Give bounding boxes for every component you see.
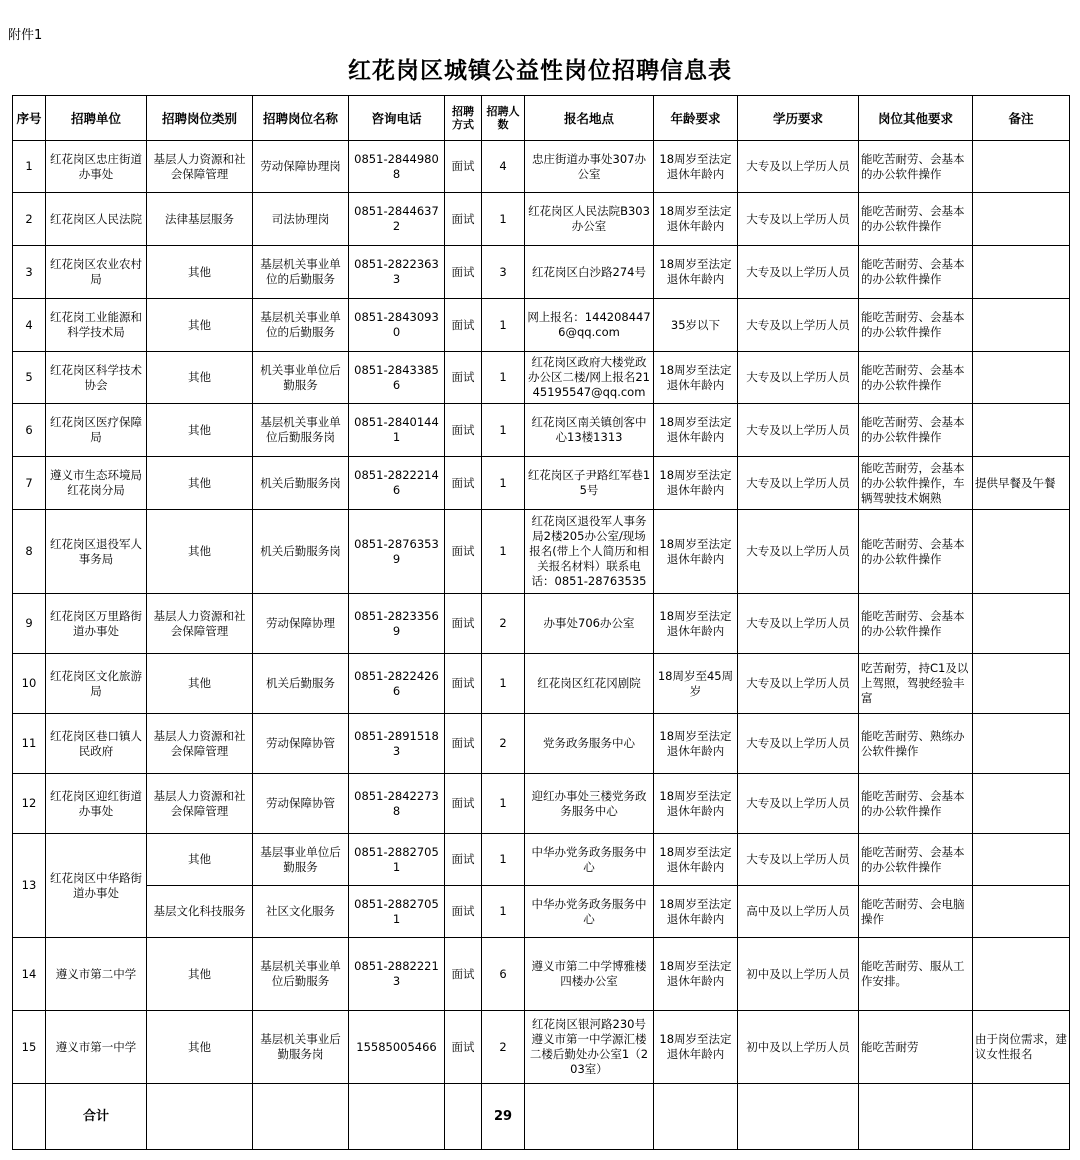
header-unit: 招聘单位 [46,96,147,141]
cell-unit: 红花岗区中华路街道办事处 [46,834,147,938]
cell-age: 18周岁至法定退休年龄内 [654,193,738,246]
header-age: 年龄要求 [654,96,738,141]
cell-count: 1 [482,193,525,246]
cell-position: 机关后勤服务 [253,654,349,714]
cell-phone: 0851-28222146 [349,457,445,510]
cell-no: 3 [13,246,46,299]
cell-place: 忠庄街道办事处307办公室 [525,141,654,193]
cell-count: 1 [482,352,525,404]
cell-category: 基层人力资源和社会保障管理 [147,774,253,834]
table-row [13,714,1070,774]
cell-age: 18周岁至法定退休年龄内 [654,938,738,1011]
cell-note [973,141,1070,193]
cell-note [973,834,1070,886]
cell-other: 能吃苦耐劳 [859,1011,973,1084]
cell-note [973,886,1070,938]
header-place: 报名地点 [525,96,654,141]
cell-phone: 0851-28763539 [349,510,445,594]
total-label: 合计 [46,1084,147,1150]
total-empty [738,1084,859,1150]
cell-place: 遵义市第二中学博雅楼四楼办公室 [525,938,654,1011]
cell-edu: 大专及以上学历人员 [738,654,859,714]
cell-no: 10 [13,654,46,714]
cell-note [973,938,1070,1011]
cell-edu: 大专及以上学历人员 [738,404,859,457]
cell-category: 其他 [147,246,253,299]
cell-age: 18周岁至45周岁 [654,654,738,714]
cell-position: 劳动保障协理 [253,594,349,654]
cell-position: 劳动保障协理岗 [253,141,349,193]
table-row [13,457,1070,510]
cell-phone: 0851-28446372 [349,193,445,246]
cell-phone: 0851-28827051 [349,834,445,886]
cell-age: 18周岁至法定退休年龄内 [654,404,738,457]
header-count: 招聘人数 [482,96,525,141]
cell-unit: 遵义市第二中学 [46,938,147,1011]
cell-place: 红花岗区银河路230号遵义市第一中学源汇楼二楼后勤处办公室1（203室） [525,1011,654,1084]
cell-edu: 大专及以上学历人员 [738,714,859,774]
cell-note [973,714,1070,774]
cell-edu: 大专及以上学历人员 [738,594,859,654]
cell-category: 其他 [147,404,253,457]
cell-unit: 红花岗区农业农村局 [46,246,147,299]
total-count: 29 [482,1084,525,1150]
cell-count: 2 [482,714,525,774]
cell-no: 8 [13,510,46,594]
cell-edu: 大专及以上学历人员 [738,352,859,404]
cell-unit: 红花岗区忠庄街道办事处 [46,141,147,193]
cell-age: 18周岁至法定退休年龄内 [654,774,738,834]
cell-note: 提供早餐及午餐 [973,457,1070,510]
cell-phone: 0851-28822213 [349,938,445,1011]
cell-other: 能吃苦耐劳、会基本的办公软件操作 [859,774,973,834]
cell-other: 能吃苦耐劳、会基本的办公软件操作 [859,594,973,654]
cell-phone: 0851-28449808 [349,141,445,193]
cell-other: 能吃苦耐劳、会基本的办公软件操作 [859,246,973,299]
cell-edu: 初中及以上学历人员 [738,938,859,1011]
table-row [13,141,1070,193]
cell-category: 基层人力资源和社会保障管理 [147,594,253,654]
cell-place: 红花岗区退役军人事务局2楼205办公室/现场报名(带上个人简历和相关报名材料）联系电话：0851-28763535 [525,510,654,594]
cell-category: 其他 [147,457,253,510]
total-empty [445,1084,482,1150]
cell-edu: 大专及以上学历人员 [738,834,859,886]
cell-edu: 大专及以上学历人员 [738,141,859,193]
cell-age: 18周岁至法定退休年龄内 [654,1011,738,1084]
cell-other: 能吃苦耐劳、会基本的办公软件操作 [859,299,973,352]
cell-method: 面试 [445,510,482,594]
cell-method: 面试 [445,246,482,299]
cell-other: 能吃苦耐劳、会基本的办公软件操作 [859,193,973,246]
cell-method: 面试 [445,714,482,774]
cell-no: 2 [13,193,46,246]
cell-place: 红花岗区南关镇创客中心13楼1313 [525,404,654,457]
cell-other: 能吃苦耐劳，会基本的办公软件操作，车辆驾驶技术娴熟 [859,457,973,510]
cell-count: 1 [482,457,525,510]
header-position: 招聘岗位名称 [253,96,349,141]
cell-phone: 0851-28827051 [349,886,445,938]
cell-category: 其他 [147,352,253,404]
total-empty [973,1084,1070,1150]
cell-method: 面试 [445,1011,482,1084]
header-other: 岗位其他要求 [859,96,973,141]
cell-category: 其他 [147,938,253,1011]
cell-position: 基层机关事业单位的后勤服务 [253,246,349,299]
cell-edu: 初中及以上学历人员 [738,1011,859,1084]
cell-note [973,404,1070,457]
cell-place: 中华办党务政务服务中心 [525,886,654,938]
cell-method: 面试 [445,594,482,654]
cell-count: 1 [482,774,525,834]
cell-place: 党务政务服务中心 [525,714,654,774]
cell-method: 面试 [445,834,482,886]
cell-method: 面试 [445,193,482,246]
cell-place: 红花岗区子尹路红军巷15号 [525,457,654,510]
total-empty [349,1084,445,1150]
cell-unit: 红花岗区文化旅游局 [46,654,147,714]
header-row [13,96,1070,141]
cell-other: 吃苦耐劳，持C1及以上驾照，驾驶经验丰富 [859,654,973,714]
header-method: 招聘方式 [445,96,482,141]
table-row [13,404,1070,457]
cell-position: 基层事业单位后勤服务 [253,834,349,886]
total-empty [654,1084,738,1150]
cell-category: 基层文化科技服务 [147,886,253,938]
cell-unit: 红花岗区巷口镇人民政府 [46,714,147,774]
cell-age: 18周岁至法定退休年龄内 [654,352,738,404]
cell-phone: 0851-28233569 [349,594,445,654]
cell-other: 能吃苦耐劳、会基本的办公软件操作 [859,510,973,594]
cell-method: 面试 [445,938,482,1011]
cell-phone: 0851-28223633 [349,246,445,299]
cell-age: 18周岁至法定退休年龄内 [654,594,738,654]
total-empty [859,1084,973,1150]
cell-age: 18周岁至法定退休年龄内 [654,886,738,938]
cell-position: 基层机关事业单位后勤服务岗 [253,404,349,457]
cell-count: 2 [482,594,525,654]
cell-unit: 红花岗区退役军人事务局 [46,510,147,594]
cell-count: 6 [482,938,525,1011]
cell-other: 能吃苦耐劳、会基本的办公软件操作 [859,352,973,404]
header-phone: 咨询电话 [349,96,445,141]
cell-method: 面试 [445,654,482,714]
cell-method: 面试 [445,404,482,457]
cell-note [973,774,1070,834]
attachment-label: 附件1 [8,28,43,43]
cell-no: 4 [13,299,46,352]
cell-category: 其他 [147,1011,253,1084]
total-empty [13,1084,46,1150]
cell-age: 18周岁至法定退休年龄内 [654,714,738,774]
cell-phone: 0851-28401441 [349,404,445,457]
cell-count: 1 [482,404,525,457]
table-row [13,246,1070,299]
cell-edu: 大专及以上学历人员 [738,510,859,594]
cell-count: 1 [482,299,525,352]
cell-category: 基层人力资源和社会保障管理 [147,141,253,193]
cell-age: 18周岁至法定退休年龄内 [654,834,738,886]
cell-age: 35岁以下 [654,299,738,352]
cell-other: 能吃苦耐劳、会基本的办公软件操作 [859,834,973,886]
cell-unit: 遵义市第一中学 [46,1011,147,1084]
cell-place: 中华办党务政务服务中心 [525,834,654,886]
cell-note [973,510,1070,594]
cell-no: 14 [13,938,46,1011]
cell-age: 18周岁至法定退休年龄内 [654,510,738,594]
cell-place: 红花岗区红花冈剧院 [525,654,654,714]
cell-category: 其他 [147,299,253,352]
table-row [13,594,1070,654]
recruitment-table [12,95,1070,1150]
cell-other: 能吃苦耐劳、服从工作安排。 [859,938,973,1011]
header-edu: 学历要求 [738,96,859,141]
cell-method: 面试 [445,141,482,193]
cell-phone: 0851-28433856 [349,352,445,404]
cell-age: 18周岁至法定退休年龄内 [654,457,738,510]
total-row [13,1084,1070,1150]
cell-count: 1 [482,886,525,938]
cell-unit: 红花岗区医疗保障局 [46,404,147,457]
cell-unit: 红花岗区迎红街道办事处 [46,774,147,834]
cell-note [973,352,1070,404]
cell-position: 社区文化服务 [253,886,349,938]
cell-phone: 0851-28422738 [349,774,445,834]
table-row [13,834,1070,886]
cell-category: 法律基层服务 [147,193,253,246]
cell-method: 面试 [445,299,482,352]
header-no: 序号 [13,96,46,141]
page-title: 红花岗区城镇公益性岗位招聘信息表 [348,57,732,84]
table-row [13,938,1070,1011]
cell-edu: 大专及以上学历人员 [738,457,859,510]
cell-method: 面试 [445,886,482,938]
cell-position: 机关事业单位后勤服务 [253,352,349,404]
cell-count: 1 [482,654,525,714]
cell-position: 司法协理岗 [253,193,349,246]
cell-other: 能吃苦耐劳、会基本的办公软件操作 [859,404,973,457]
cell-no: 5 [13,352,46,404]
table-row [13,886,1070,938]
cell-place: 红花岗区白沙路274号 [525,246,654,299]
cell-category: 其他 [147,834,253,886]
cell-no: 1 [13,141,46,193]
cell-category: 其他 [147,510,253,594]
cell-position: 机关后勤服务岗 [253,510,349,594]
cell-unit: 红花岗工业能源和科学技术局 [46,299,147,352]
cell-method: 面试 [445,457,482,510]
cell-edu: 大专及以上学历人员 [738,774,859,834]
cell-place: 迎红办事处三楼党务政务服务中心 [525,774,654,834]
total-empty [147,1084,253,1150]
cell-place: 办事处706办公室 [525,594,654,654]
cell-note [973,654,1070,714]
cell-note [973,246,1070,299]
table-row [13,510,1070,594]
cell-other: 能吃苦耐劳、会电脑操作 [859,886,973,938]
cell-no: 12 [13,774,46,834]
cell-count: 4 [482,141,525,193]
cell-unit: 红花岗区万里路街道办事处 [46,594,147,654]
cell-note [973,193,1070,246]
cell-no: 15 [13,1011,46,1084]
table-row [13,299,1070,352]
cell-count: 3 [482,246,525,299]
cell-age: 18周岁至法定退休年龄内 [654,141,738,193]
cell-place: 网上报名：1442084476@qq.com [525,299,654,352]
cell-no: 11 [13,714,46,774]
cell-position: 基层机关事业单位后勤服务 [253,938,349,1011]
cell-phone: 0851-28430930 [349,299,445,352]
cell-method: 面试 [445,774,482,834]
cell-phone: 0851-28224266 [349,654,445,714]
cell-no: 6 [13,404,46,457]
cell-no: 9 [13,594,46,654]
table-row [13,193,1070,246]
cell-edu: 大专及以上学历人员 [738,299,859,352]
cell-edu: 大专及以上学历人员 [738,193,859,246]
cell-place: 红花岗区政府大楼党政办公区二楼/网上报名2145195547@qq.com [525,352,654,404]
total-empty [253,1084,349,1150]
cell-phone: 0851-28915183 [349,714,445,774]
cell-position: 基层机关事业后勤服务岗 [253,1011,349,1084]
cell-method: 面试 [445,352,482,404]
cell-position: 劳动保障协管 [253,714,349,774]
cell-edu: 大专及以上学历人员 [738,246,859,299]
cell-note [973,594,1070,654]
cell-note [973,299,1070,352]
cell-place: 红花岗区人民法院B303办公室 [525,193,654,246]
cell-count: 1 [482,834,525,886]
cell-position: 机关后勤服务岗 [253,457,349,510]
cell-no: 7 [13,457,46,510]
cell-unit: 遵义市生态环境局红花岗分局 [46,457,147,510]
cell-other: 能吃苦耐劳、会基本的办公软件操作 [859,141,973,193]
cell-note: 由于岗位需求，建议女性报名 [973,1011,1070,1084]
table-row [13,1011,1070,1084]
cell-unit: 红花岗区科学技术协会 [46,352,147,404]
cell-other: 能吃苦耐劳、熟练办公软件操作 [859,714,973,774]
cell-count: 1 [482,510,525,594]
cell-age: 18周岁至法定退休年龄内 [654,246,738,299]
table-row [13,352,1070,404]
header-category: 招聘岗位类别 [147,96,253,141]
cell-category: 基层人力资源和社会保障管理 [147,714,253,774]
table-row [13,774,1070,834]
cell-category: 其他 [147,654,253,714]
table-row [13,654,1070,714]
cell-no: 13 [13,834,46,938]
cell-unit: 红花岗区人民法院 [46,193,147,246]
header-note: 备注 [973,96,1070,141]
cell-position: 基层机关事业单位的后勤服务 [253,299,349,352]
cell-edu: 高中及以上学历人员 [738,886,859,938]
cell-phone: 15585005466 [349,1011,445,1084]
cell-count: 2 [482,1011,525,1084]
cell-position: 劳动保障协管 [253,774,349,834]
total-empty [525,1084,654,1150]
